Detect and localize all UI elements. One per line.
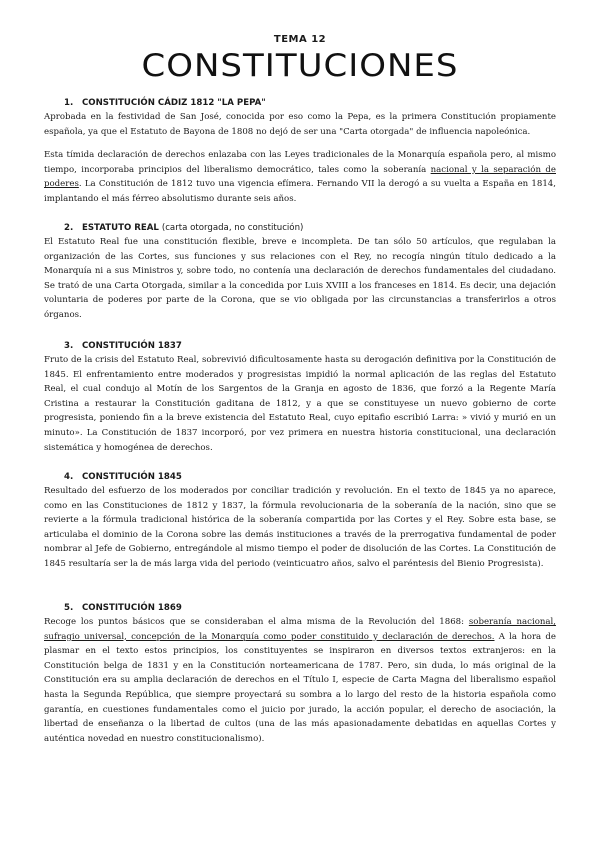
paragraph: Fruto de la crisis del Estatuto Real, sobrevivió dificultosamente hasta su derogación definitiva por la Constitución de 1845. El enfrentamiento entre moderados y progresistas impidió la normal aplicación de las reglas del Estatuto Real, el cual condujo al Motín de los Sargentos de la Granja en agosto de 1836, que forzó a la Regente María Cristina a restaurar la Constitución gaditana de 1812, y a que se constituyese un nuevo gobierno de corte progresista, poniendo fin a la breve existencia del Estatuto Real, cuyo epitafio escribió Larra: » vivió y murió en un minuto». La Constitución de 1837 incorporó, por vez primera en nuestra historia constitucional, una declaración sistemática y homogénea de derechos. [44, 355, 556, 453]
underlined-text: nacional y la separación de poderes [44, 164, 556, 190]
section-heading [64, 98, 556, 108]
section-5 [44, 603, 556, 755]
section-title: CONSTITUCIÓN 1837 [82, 341, 182, 351]
paragraph: El Estatuto Real fue una constitución flexible, breve e incompleta. De tan sólo 50 artículos, que regulaban la organización de las Cortes, sus funciones y sus relaciones con el Rey, no recogía ningún título dedicado a la Monarquía ni a sus Ministros y, sobre todo, no contenía una declaración de derechos fundamentales del ciudadano. Se trató de una Carta Otorgada, similar a la concedida por Luis XVIII a los franceses en 1814. Es decir, una dejación voluntaria de poderes por parte de la Corona, que se vio obligada por las circunstancias a transferirlos a otros órganos. [44, 237, 556, 320]
section-heading [64, 603, 556, 613]
section-3 [44, 341, 556, 464]
section-heading [64, 341, 556, 351]
section-1 [44, 98, 556, 216]
paragraph [44, 148, 556, 206]
section-4 [44, 472, 556, 581]
text-run: . La Constitución de 1812 tuvo una vigencia efímera. Fernando VII la derogó a su vuelta a España en 1814, implantando el más férreo absolutismo durante seis años. [44, 179, 556, 204]
section-heading [64, 472, 556, 482]
section-title: CONSTITUCIÓN 1845 [82, 472, 182, 482]
section-number: 3. [64, 341, 74, 351]
page-title: CONSTITUCIONES [141, 47, 459, 85]
section-2 [44, 223, 556, 332]
section-subtitle: (carta otorgada, no constitución) [161, 223, 304, 233]
text-run: Esta tímida declaración de derechos enlazaba con las Leyes tradicionales de la Monarquía española pero, al mismo tiempo, incorporaba principios del liberalismo democrático, tales como la soberanía [44, 150, 556, 175]
paragraph [44, 615, 556, 746]
paragraph: Resultado del esfuerzo de los moderados por conciliar tradición y revolución. En el texto de 1845 ya no aparece, como en las Constituciones de 1812 y 1837, la fórmula revolucionaria de la soberanía de la nación, sino que se revierte a la fórmula tradicional histórica de la soberanía compartida por las Cortes y el Rey. Sobre esta base, se articulaba el dominio de la Corona sobre las demás instituciones a través de la prerrogativa fundamental de poder nombrar al Jefe de Gobierno, entregándole al mismo tiempo el poder de disolución de las Cortes. La Constitución de 1845 resultaría ser la de más larga vida del periodo (veinticuatro años, salvo el paréntesis del Bienio Progresista). [44, 486, 556, 569]
section-title: CONSTITUCIÓN CÁDIZ 1812 "LA PEPA" [82, 98, 266, 108]
section-heading [64, 223, 556, 233]
tema-label: TEMA 12 [273, 34, 327, 45]
section-title: ESTATUTO REAL [82, 223, 159, 233]
section-title: CONSTITUCIÓN 1869 [82, 603, 182, 613]
paragraph: Aprobada en la festividad de San José, conocida por eso como la Pepa, es la primera Constitución propiamente española, ya que el Estatuto de Bayona de 1808 no dejó de ser una "Carta otorgada" de influencia napoleónica. [44, 112, 556, 137]
section-number: 1. [64, 98, 74, 108]
text-run: A la hora de plasmar en el texto estos principios, los constituyentes se inspiraron en diversos textos extranjeros: en la Constitución belga de 1831 y en la Constitución norteamericana de 1787. Pero, sin duda, lo más original de la Constitución era su amplia declaración de derechos en el Título I, especie de Carta Magna del liberalismo español hasta la Segunda República, que siempre proyectará su sombra a lo largo del resto de la historia española como garantía, en cuestiones fundamentales como el juicio por jurado, la acción popular, el derecho de asociación, la libertad de enseñanza o la libertad de cultos (una de las más apasionadamente debatidas en aquellas Cortes y auténtica novedad en nuestro constitucionalismo). [44, 631, 556, 744]
text-run: Recoge los puntos básicos que se consideraban el alma misma de la Revolución del 1868: [44, 617, 469, 627]
section-number: 2. [64, 223, 74, 233]
section-number: 4. [64, 472, 74, 482]
section-number: 5. [64, 603, 74, 613]
underlined-text: soberanía nacional, sufragio universal, concepción de la Monarquía como poder constituido y declaración de derechos. [44, 617, 557, 642]
